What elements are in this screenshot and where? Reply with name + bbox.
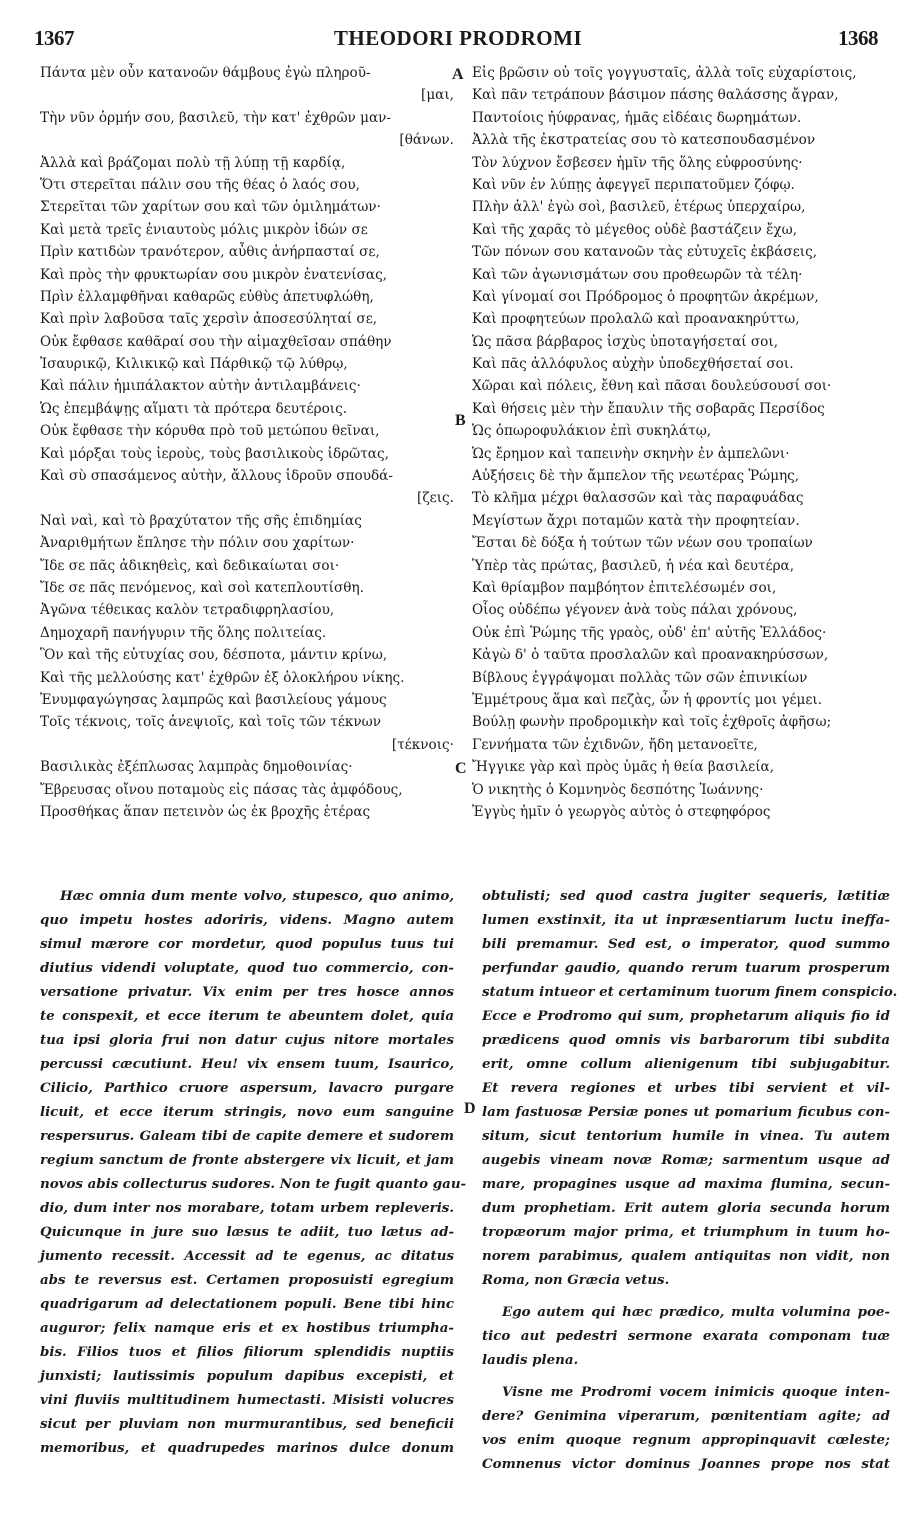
latin-prose-line: Cilicio, Parthico cruore aspersum, lavacro purgare bbox=[40, 1080, 454, 1096]
latin-prose-line: sicut per pluviam non murmurantibus, sed beneficii bbox=[40, 1416, 454, 1432]
latin-prose-line: memoribus, et quadrupedes marinos dulce donum bbox=[40, 1440, 454, 1456]
latin-prose-line: obtulisti; sed quod castra jugiter sequeris, lætitiæ bbox=[482, 888, 890, 904]
greek-verse-line: Ἰσαυρικῷ, Κιλικικῷ καὶ Πάρθικῷ τῷ λύθρῳ, bbox=[40, 356, 348, 373]
greek-verse-line: Καὶ πᾶς ἀλλόφυλος αὐχὴν ὑποδεχθήσεταί σοι. bbox=[472, 356, 794, 373]
greek-verse-line: [τέκνοις· bbox=[391, 736, 454, 753]
latin-paragraph bbox=[482, 1380, 890, 1476]
greek-verse-line: Ἀλλὰ τῆς ἐκστρατείας σου τὸ κατεσπουδασμένον bbox=[472, 132, 816, 149]
latin-prose-line: Visne me Prodromi vocem inimicis quoque inten- bbox=[502, 1384, 890, 1400]
greek-verse-line: Παντοίοις ἠύφρανας, ἡμᾶς εἰδέαις δωρημάτων. bbox=[472, 109, 802, 126]
greek-verse-line: Καὶ πᾶν τετράπουν βάσιμον πάσης θαλάσσης ἄγραν, bbox=[472, 87, 839, 104]
margin-letter-a: A bbox=[452, 66, 464, 83]
greek-verse-line: Ἴδε σε πᾶς πενόμενος, καὶ σοὶ κατεπλουτίσθη. bbox=[40, 579, 364, 596]
greek-verse-line: Ὡς ἔρημον καὶ ταπεινὴν σκηνὴν ἐν ἀμπελῶνι· bbox=[472, 445, 790, 462]
latin-prose-line: Quicunque in jure suo læsus te adiit, tuo lætus ad- bbox=[40, 1224, 454, 1240]
latin-prose-line: tropæorum major prima, et triumphum in tuum ho- bbox=[482, 1224, 890, 1240]
greek-verse-line: Τῶν πόνων σου κατανοῶν τὰς εὐτυχεῖς ἐκβάσεις, bbox=[472, 244, 818, 261]
greek-verse-line: Οἷος οὐδέπω γέγονεν ἀνὰ τοὺς πάλαι χρόνους, bbox=[472, 602, 798, 619]
latin-prose-line: laudis plena. bbox=[482, 1352, 579, 1368]
greek-verse-line: Οὐκ ἔφθασε καθᾶραί σου τὴν αἱμαχθεῖσαν σπάθην bbox=[40, 333, 392, 350]
latin-paragraph bbox=[482, 1300, 890, 1372]
latin-prose-line: lam fastuosæ Persiæ pones ut pomarium ficubus con- bbox=[482, 1104, 890, 1120]
greek-verse-line: Καὶ προφητεύων προλαλῶ καὶ προανακηρύττω, bbox=[472, 311, 800, 328]
latin-prose-line: perfundar gaudio, quando rerum tuarum prosperum bbox=[482, 960, 890, 976]
latin-prose-line: regium sanctum de fronte abstergere vix licuit, et jam bbox=[40, 1152, 454, 1168]
greek-verse-line: Καὶ θρίαμβον παμβόητον ἐπιτελέσωμέν σοι, bbox=[472, 579, 777, 596]
greek-verse-line: Καὶ γίνομαί σοι Πρόδρομος ὁ προφητῶν ἀκρέμων, bbox=[472, 288, 819, 305]
latin-prose-line: licuit, et ecce iterum stringis, novo eum sanguine bbox=[40, 1104, 454, 1120]
greek-verse-line: Βασιλικὰς ἐξέπλωσας λαμπρὰς δημοθοινίας· bbox=[40, 759, 353, 776]
greek-verse-line: Ἤγγικε γὰρ καὶ πρὸς ὑμᾶς ἡ θεία βασιλεία, bbox=[472, 759, 775, 776]
latin-prose-line: tua ipsi gloria frui non datur cujus nitore mortales bbox=[40, 1032, 454, 1048]
latin-prose-line: bis. Filios tuos et filios filiorum splendidis nuptiis bbox=[40, 1344, 454, 1360]
greek-verse-line: [μαι, bbox=[421, 87, 454, 104]
page-number-left: 1367 bbox=[34, 26, 74, 50]
latin-prose-line: dum prophetiam. Erit autem gloria secunda horum bbox=[482, 1200, 890, 1216]
greek-verse-line: Πλὴν ἀλλ' ἐγὼ σοὶ, βασιλεῦ, ἑτέρως ὑπερχαίρω, bbox=[472, 199, 806, 216]
latin-prose-line: percussi cæcutiunt. Heu! vix ensem tuum, Isaurico, bbox=[40, 1056, 454, 1072]
greek-verse-line: Ὃν καὶ τῆς εὐτυχίας σου, δέσποτα, μάντιν κρίνω, bbox=[40, 647, 388, 664]
greek-verse-line: Ὅτι στερεῖται πάλιν σου τῆς θέας ὁ λαός σου, bbox=[40, 176, 360, 193]
latin-prose-line: junxisti; lautissimis populum dapibus excepisti, et bbox=[40, 1368, 454, 1384]
greek-verse-line: Βίβλους ἐγγράψομαι πολλὰς τῶν σῶν ἐπινικίων bbox=[472, 669, 808, 686]
latin-prose-line: Ego autem qui hæc prædico, multa volumina poe- bbox=[502, 1304, 890, 1320]
margin-letter-d: D bbox=[464, 1100, 476, 1117]
latin-prose-line: Hæc omnia dum mente volvo, stupesco, quo animo, bbox=[60, 888, 454, 904]
latin-prose-line: Et revera regiones et urbes tibi servient et vil- bbox=[482, 1080, 890, 1096]
latin-translation-right-column bbox=[482, 884, 898, 1476]
greek-verse-line: Γεννήματα τῶν ἐχιδνῶν, ἤδη μετανοεῖτε, bbox=[472, 736, 758, 753]
greek-verse-left-column bbox=[40, 62, 454, 823]
latin-prose-line: abs te reversus est. Certamen proposuisti egregium bbox=[40, 1272, 454, 1288]
greek-verse-line: Καὶ σὺ σπασάμενος αὐτὴν, ἄλλους ἱδροῦν σπουδά- bbox=[40, 468, 393, 485]
greek-verse-line: Καὶ νῦν ἐν λύπῃς ἀφεγγεῖ περιπατοῦμεν ζόφῳ. bbox=[472, 176, 795, 193]
latin-prose-line: versatione privatur. Vix enim per tres hosce annos bbox=[40, 984, 454, 1000]
greek-verse-line: Χῶραι καὶ πόλεις, ἔθνη καὶ πᾶσαι δουλεύσουσί σοι· bbox=[472, 378, 832, 395]
greek-verse-line: Καὶ θήσεις μὲν τὴν ἔπαυλιν τῆς σοβαρᾶς Περσίδος bbox=[472, 400, 825, 417]
greek-verse-line: Καὶ μετὰ τρεῖς ἐνιαυτοὺς μόλις μικρὸν ἰδών σε bbox=[40, 221, 368, 238]
greek-verse-line: Πρὶν κατιδὼν τρανότερον, αὖθις ἀνήρπασταί σε, bbox=[40, 244, 380, 261]
latin-prose-line: respersurus. Galeam tibi de capite demere et sudorem bbox=[40, 1128, 454, 1144]
greek-verse-line: Ἔσται δὲ δόξα ἡ τούτων τῶν νέων σου τροπαίων bbox=[472, 535, 813, 552]
greek-verse-line: Αὐξήσεις δὲ τὴν ἄμπελον τῆς νεωτέρας Ῥώμης, bbox=[472, 468, 800, 485]
greek-verse-line: Ἀγῶνα τέθεικας καλὸν τετραδιφρηλασίου, bbox=[40, 602, 335, 619]
latin-prose-line: dio, dum inter nos morabare, totam urbem repleveris. bbox=[40, 1200, 454, 1216]
latin-prose-line: quo impetu hostes adoriris, videns. Magno autem bbox=[40, 912, 454, 928]
greek-verse-line: Πρὶν ἐλλαμφθῆναι καθαρῶς εὐθὺς ἀπετυφλώθη, bbox=[40, 288, 374, 305]
greek-verse-line: Οὐκ ἐπὶ Ῥώμης τῆς γραὸς, οὐδ' ἐπ' αὐτῆς Ἑλλάδος· bbox=[472, 624, 827, 641]
greek-verse-line: Ὁ νικητὴς ὁ Κομνηνὸς δεσπότης Ἰωάννης· bbox=[472, 781, 764, 798]
latin-prose-line: Ecce e Prodromo qui sum, prophetarum aliquis fio id bbox=[482, 1008, 890, 1024]
greek-verse-line: Ἐμμέτρους ἅμα καὶ πεζὰς, ὧν ἡ φροντίς μοι γέμει. bbox=[472, 691, 823, 708]
latin-prose-line: diutius videndi voluptate, quod tuo commercio, con- bbox=[40, 960, 454, 976]
latin-prose-line: situm, sicut tentorium humile in vinea. Tu autem bbox=[482, 1128, 890, 1144]
latin-prose-line: auguror; felix namque eris et ex hostibus triumpha- bbox=[40, 1320, 454, 1336]
margin-letter-b: B bbox=[455, 412, 466, 429]
greek-verse-line: Ἔβρευσας οἴνου ποταμοὺς εἰς πάσας τὰς ἀμφόδους, bbox=[40, 781, 403, 798]
greek-verse-line: Καὶ τῆς χαρᾶς τὸ μέγεθος οὐδὲ βαστάζειν ἔχω, bbox=[472, 221, 798, 238]
latin-prose-line: tico aut pedestri sermone exarata componam tuæ bbox=[482, 1328, 890, 1344]
greek-verse-line: Τὸν λύχνον ἔσβεσεν ἡμῖν τῆς ὅλης εὐφροσύνης· bbox=[472, 154, 803, 171]
greek-verse-line: Ἀλλὰ καὶ βράζομαι πολὺ τῇ λύπῃ τῇ καρδίᾳ, bbox=[40, 154, 346, 171]
latin-prose-line: erit, omne collum alienigenum tibi subjugabitur. bbox=[482, 1056, 890, 1072]
greek-verse-line: Οὐκ ἔφθασε τὴν κόρυθα πρὸ τοῦ μετώπου θεῖναι, bbox=[40, 423, 380, 440]
latin-translation-left-column bbox=[40, 884, 467, 1460]
greek-verse-line: Καὶ τῆς μελλούσης κατ' ἐχθρῶν ἐξ ὁλοκλήρου νίκης. bbox=[40, 669, 405, 686]
greek-verse-line: Καὶ πρὸς τὴν φρυκτωρίαν σου μικρὸν ἐνατενίσας, bbox=[40, 266, 387, 283]
greek-verse-line: Καὶ τῶν ἀγωνισμάτων σου προθεωρῶν τὰ τέλη· bbox=[472, 266, 803, 283]
latin-prose-line: te conspexit, et ecce iterum te abeuntem dolet, quia bbox=[40, 1008, 454, 1024]
latin-prose-line: vos enim quoque regnum appropinquavit cœleste; bbox=[482, 1432, 890, 1448]
latin-prose-line: simul mærore cor mordetur, quod populus tuus tui bbox=[40, 936, 454, 952]
greek-verse-line: Στερεῖται τῶν χαρίτων σου καὶ τῶν ὁμιλημάτων· bbox=[40, 199, 381, 216]
running-title: THEODORI PRODROMI bbox=[333, 26, 583, 50]
greek-verse-line: Δημοχαρῆ πανήγυριν τῆς ὅλης πολιτείας. bbox=[40, 624, 327, 641]
greek-verse-line: Τοῖς τέκνοις, τοῖς ἀνεψιοῖς, καὶ τοῖς τῶν τέκνων bbox=[40, 714, 381, 731]
page-number-right: 1368 bbox=[838, 26, 878, 50]
latin-paragraph bbox=[482, 884, 898, 1292]
greek-verse-line: Μεγίστων ἄχρι ποταμῶν κατὰ τὴν προφητείαν. bbox=[472, 512, 800, 529]
latin-prose-line: dere? Genimina viperarum, pœnitentiam agite; ad bbox=[482, 1408, 890, 1424]
latin-prose-line: lumen exstinxit, ita ut inpræsentiarum luctu ineffa- bbox=[482, 912, 890, 928]
greek-verse-line: [θάνων. bbox=[399, 132, 454, 149]
latin-prose-line: bili premamur. Sed est, o imperator, quod summo bbox=[482, 936, 890, 952]
greek-verse-line: Ἐνυμφαγώγησας λαμπρῶς καὶ βασιλείους γάμους bbox=[40, 691, 387, 708]
greek-verse-line: Καὶ πρὶν λαβοῦσα ταῖς χερσὶν ἀποσεσύληταί σε, bbox=[40, 311, 378, 328]
greek-verse-line: Τὴν νῦν ὁρμήν σου, βασιλεῦ, τὴν κατ' ἐχθρῶν μαν- bbox=[40, 109, 391, 126]
greek-verse-line: Τὸ κλῆμα μέχρι θαλασσῶν καὶ τὰς παραφυάδας bbox=[472, 490, 804, 507]
greek-verse-line: Ἴδε σε πᾶς ἀδικηθεὶς, καὶ δεδικαίωται σοι· bbox=[40, 557, 340, 574]
greek-verse-line: [ζεις. bbox=[417, 490, 454, 507]
greek-verse-line: Πάντα μὲν οὖν κατανοῶν θάμβους ἐγὼ πληροῦ- bbox=[40, 65, 371, 81]
greek-verse-line: Ἐγγὺς ἡμῖν ὁ γεωργὸς αὐτὸς ὁ στεφηφόρος bbox=[472, 803, 771, 820]
latin-prose-line: norem parabimus, qualem antiquitas non vidit, non bbox=[482, 1248, 890, 1264]
greek-verse-line: Ἀναριθμήτων ἔπλησε τὴν πόλιν σου χαρίτων· bbox=[40, 535, 355, 552]
greek-verse-line: Ὡς ἐπεμβάψῃς αἵματι τὰ πρότερα δευτέροις. bbox=[40, 400, 348, 417]
greek-verse-line: Προσθήκας ἅπαν πετεινὸν ὡς ἐκ βροχῆς ἑτέρας bbox=[40, 803, 371, 820]
margin-letter-c: C bbox=[455, 760, 467, 777]
latin-prose-line: vini fluviis multitudinem humectasti. Misisti volucres bbox=[40, 1392, 454, 1408]
greek-verse-line: Βούλῃ φωνὴν προδρομικὴν καὶ τοῖς ἐχθροῖς ἀφῆσω; bbox=[472, 714, 832, 731]
latin-prose-line: augebis vineam novæ Romæ; sarmentum usque ad bbox=[482, 1152, 890, 1168]
latin-prose-line: jumento recessit. Accessit ad te egenus, ac ditatus bbox=[40, 1248, 454, 1264]
page-header bbox=[0, 26, 916, 56]
greek-verse-line: Καὶ μόρξαι τοὺς ἱεροὺς, τοὺς βασιλικοὺς ἱδρῶτας, bbox=[40, 445, 389, 462]
latin-prose-line: Roma, non Græcia vetus. bbox=[482, 1272, 670, 1288]
greek-verse-line: Ναὶ ναὶ, καὶ τὸ βραχύτατον τῆς σῆς ἐπιδημίας bbox=[40, 512, 362, 529]
latin-prose-line: prædicens quod omnis vis barbarorum tibi subdita bbox=[482, 1032, 890, 1048]
latin-prose-line: Comnenus victor dominus Joannes prope nos stat bbox=[482, 1456, 890, 1472]
greek-verse-line: Κἀγὼ δ' ὁ ταῦτα προσλαλῶν καὶ προανακηρύσσων, bbox=[472, 647, 829, 664]
greek-verse-right-column bbox=[472, 62, 892, 823]
greek-verse-line: Ὑπὲρ τὰς πρώτας, βασιλεῦ, ἡ νέα καὶ δευτέρα, bbox=[472, 557, 795, 574]
greek-verse-line: Ὡς ὀπωροφυλάκιον ἐπὶ συκηλάτῳ, bbox=[472, 423, 712, 440]
greek-verse-line: Εἰς βρῶσιν οὐ τοῖς γογγυσταῖς, ἀλλὰ τοῖς εὐχαρίστοις, bbox=[472, 65, 857, 81]
latin-prose-line: mare, propagines usque ad maxima flumina, secun- bbox=[482, 1176, 890, 1192]
greek-verse-line: Ὡς πᾶσα βάρβαρος ἰσχὺς ὑποταγήσεταί σοι, bbox=[472, 333, 779, 350]
latin-prose-line: novos abis collecturus sudores. Non te fugit quanto gau- bbox=[40, 1176, 467, 1192]
latin-prose-line: statum intueor et certaminum tuorum finem conspicio. bbox=[482, 984, 898, 1000]
greek-verse-line: Καὶ πάλιν ἡμιπάλακτον αὐτὴν ἀντιλαμβάνεις· bbox=[40, 378, 361, 395]
latin-prose-line: quadrigarum ad delectationem populi. Bene tibi hinc bbox=[40, 1296, 454, 1312]
